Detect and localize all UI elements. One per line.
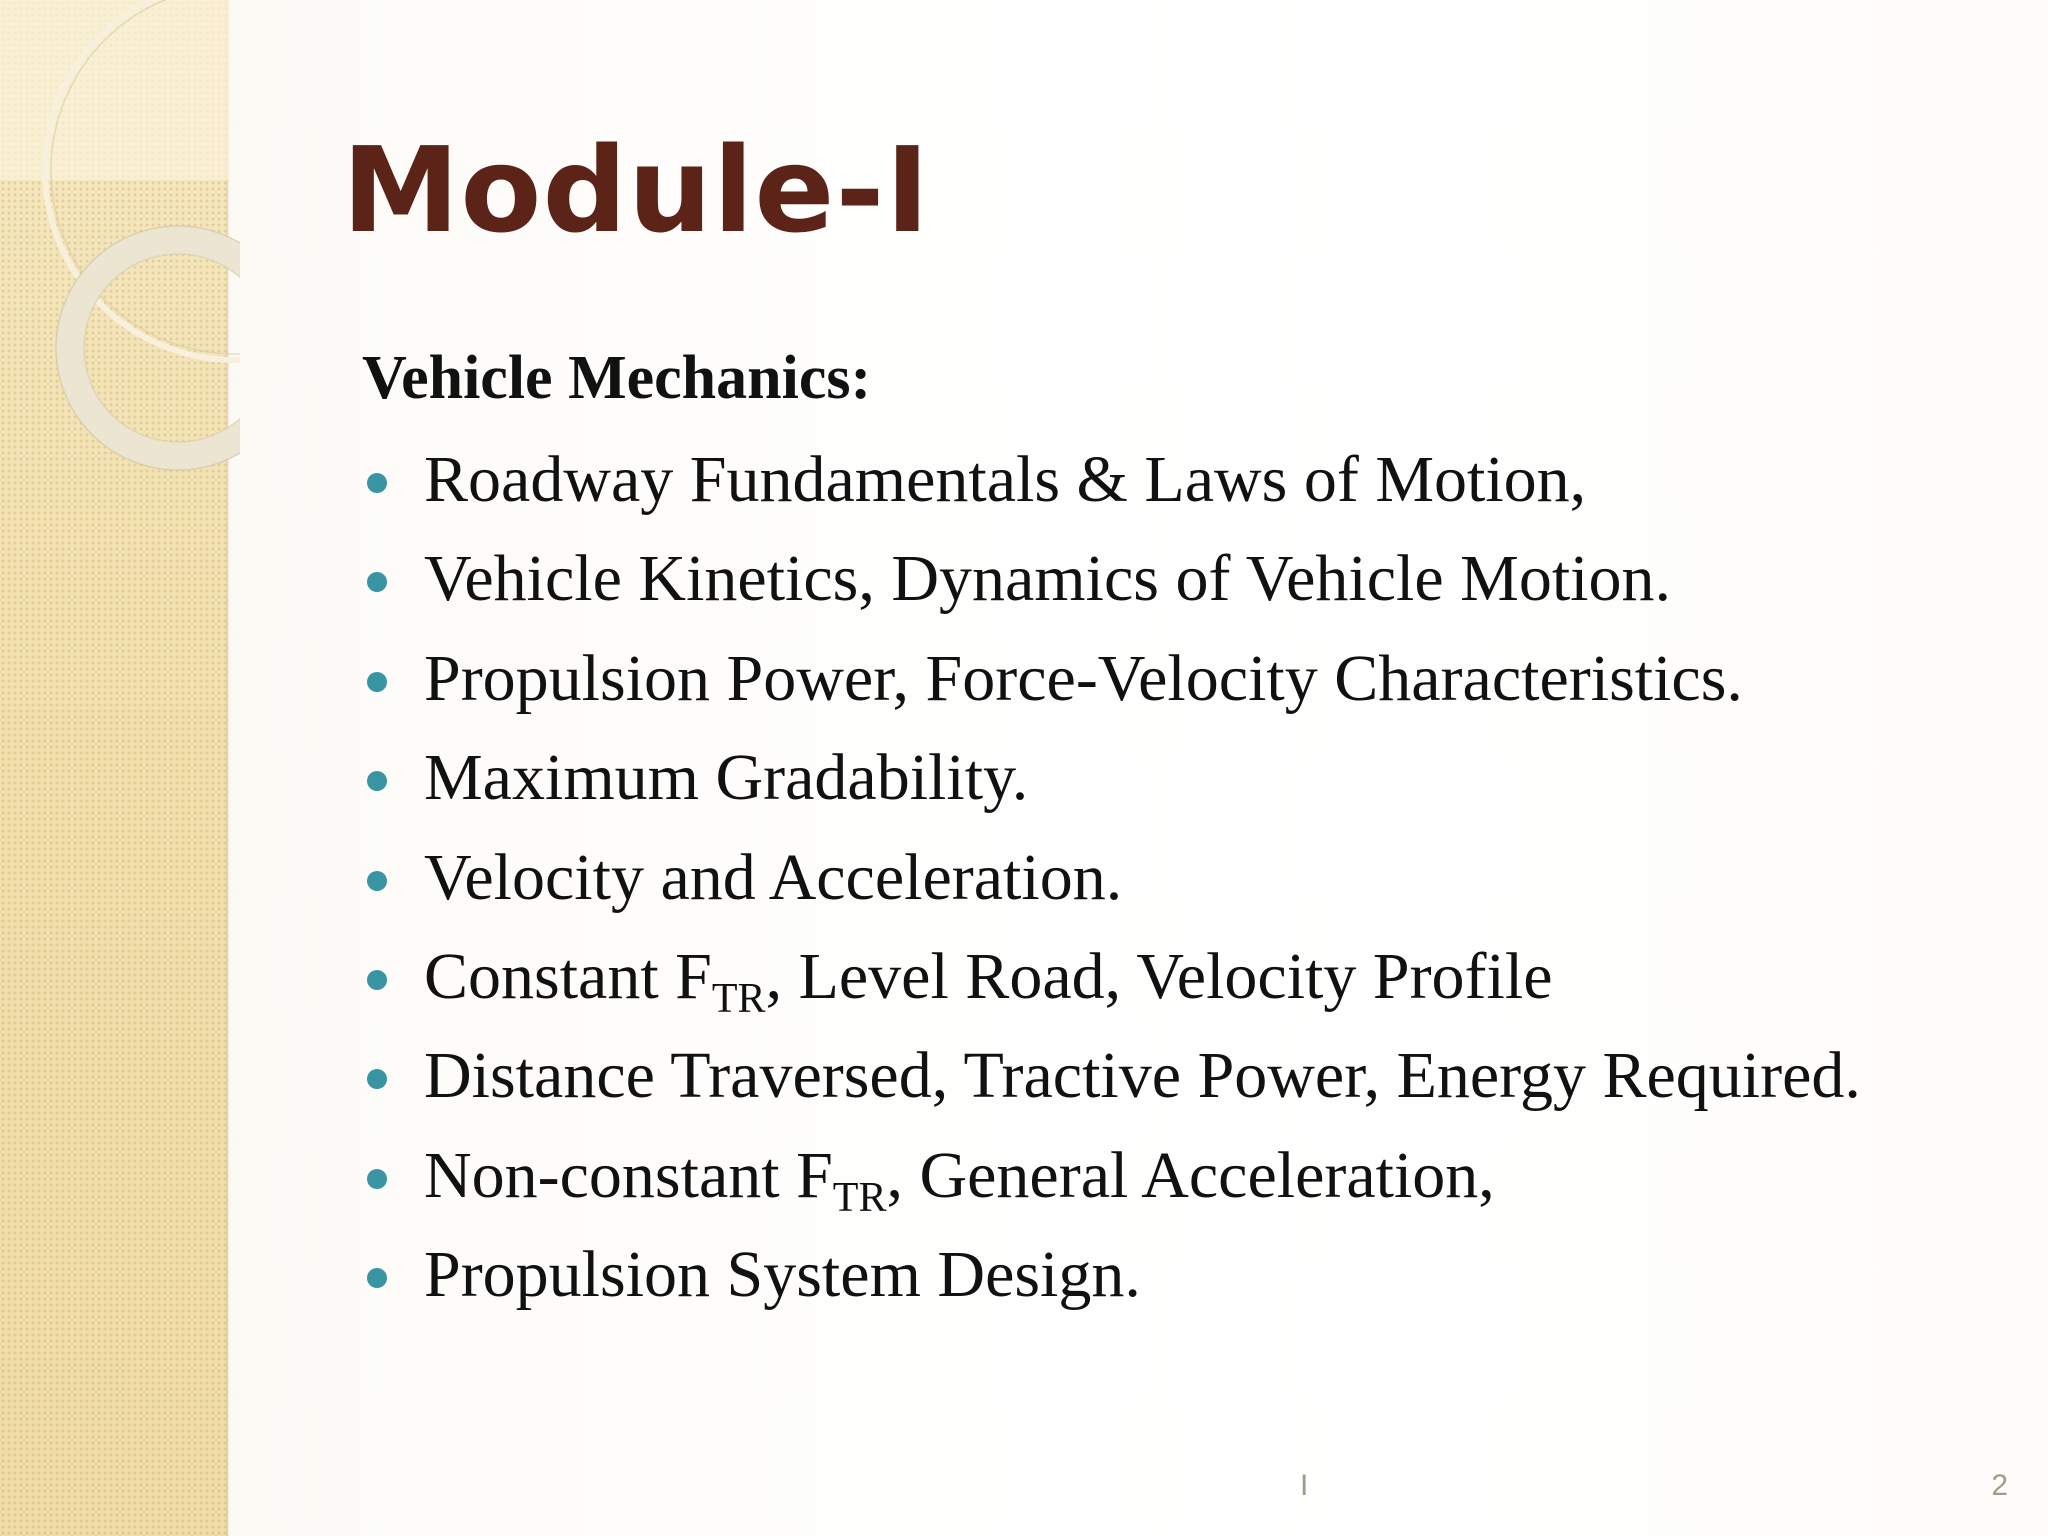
- bullet-icon: [367, 771, 387, 791]
- bullet-item: [362, 1235, 2002, 1334]
- bullet-text: Maximum Gradability.: [424, 741, 1029, 815]
- bullet-item: [362, 440, 2002, 539]
- slide-subtitle: Vehicle Mechanics:: [362, 344, 872, 412]
- bullet-text: Propulsion Power, Force-Velocity Characteristics.: [424, 641, 1743, 715]
- bullet-text: Vehicle Kinetics, Dynamics of Vehicle Motion.: [424, 542, 1672, 616]
- bullet-list: [362, 440, 2002, 1335]
- bullet-icon: [367, 871, 387, 891]
- bullet-icon: [367, 970, 387, 990]
- bullet-icon: [367, 1169, 387, 1189]
- bullet-item: [362, 539, 2002, 638]
- bullet-item: [362, 738, 2002, 837]
- bullet-icon: [367, 473, 387, 493]
- bullet-text: Constant $F_{TR}$, Level Road, Velocity Profile: [424, 939, 1553, 1022]
- bullet-item: [362, 1136, 2002, 1235]
- bullet-icon: [367, 1069, 387, 1089]
- bullet-icon: [367, 672, 387, 692]
- bullet-item: [362, 639, 2002, 738]
- bullet-item: [362, 1036, 2002, 1135]
- bullet-item: [362, 838, 2002, 937]
- slide-title: Module-I: [342, 121, 931, 259]
- bullet-text: Non-constant $F_{TR}$, General Acceleration,: [424, 1138, 1495, 1221]
- bullet-text: Distance Traversed, Tractive Power, Energy Required.: [424, 1039, 1861, 1113]
- bullet-icon: [367, 572, 387, 592]
- decorative-rings: [0, 0, 240, 520]
- slide-page-number: 2: [1991, 1469, 2008, 1502]
- bullet-text: Propulsion System Design.: [424, 1238, 1141, 1312]
- bullet-icon: [367, 1268, 387, 1288]
- footer-module-number: I: [1300, 1469, 1309, 1502]
- bullet-text: Roadway Fundamentals & Laws of Motion,: [424, 443, 1587, 516]
- bullet-item: [362, 937, 2002, 1036]
- bullet-text: Velocity and Acceleration.: [424, 840, 1123, 914]
